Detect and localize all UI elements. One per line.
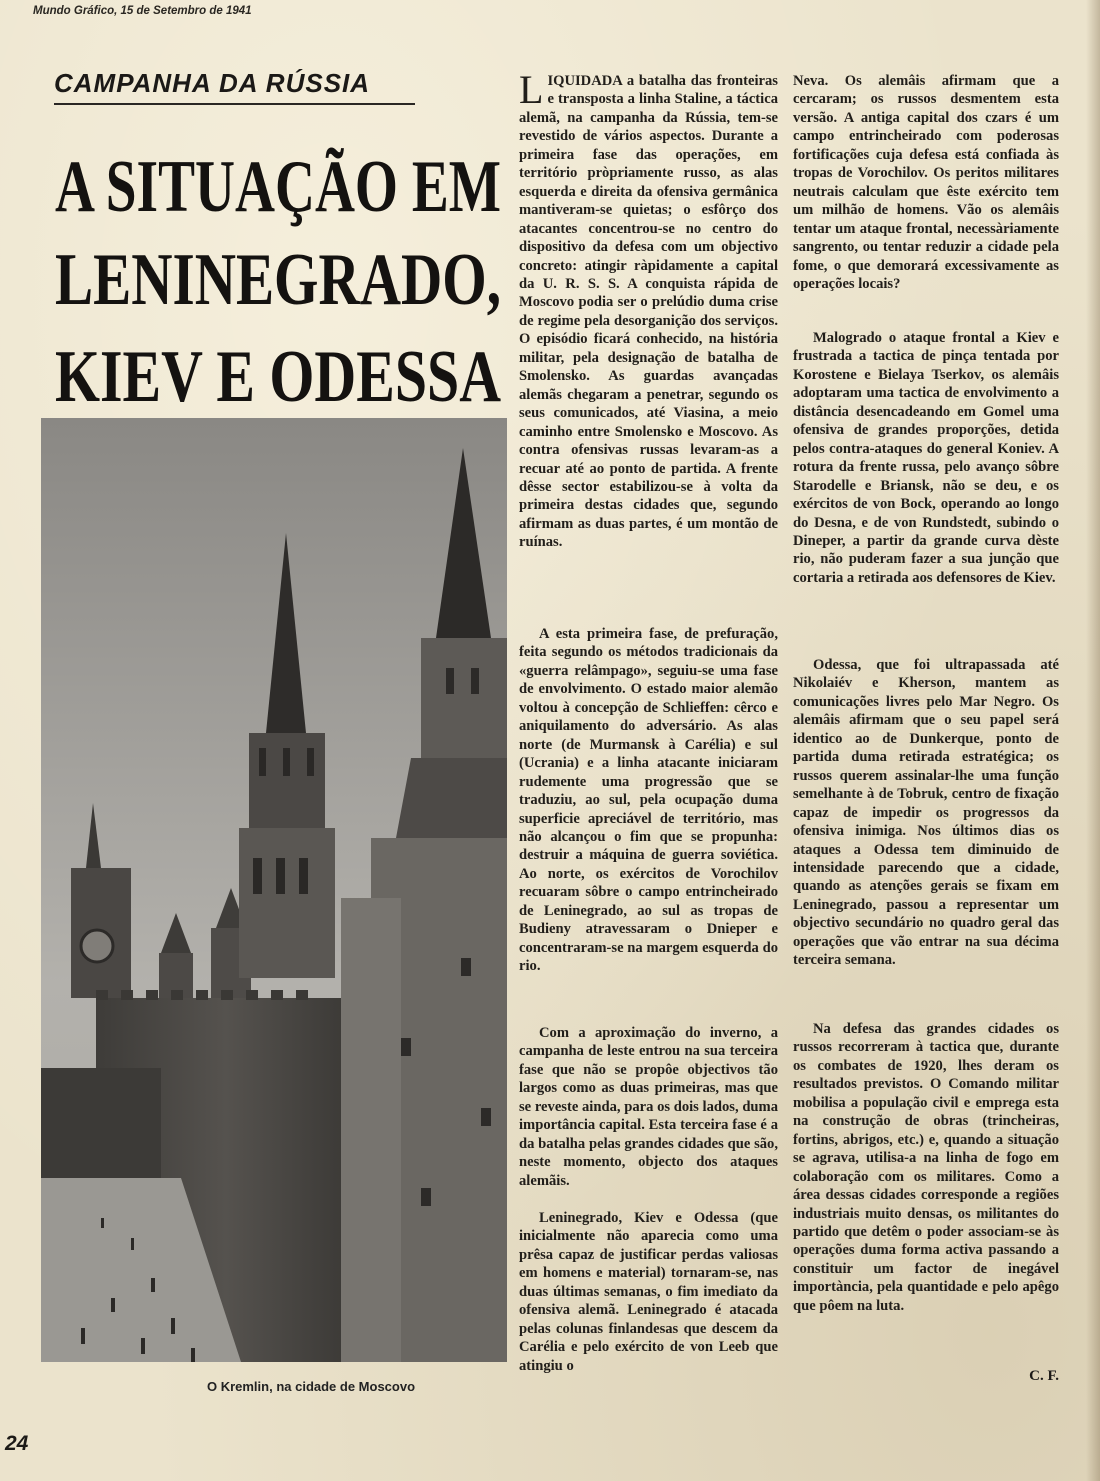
article-paragraph: Com a aproximação do inverno, a campanha de leste entrou na sua terceira fase que não se propôe objectivos tão largos como as duas primeiras, mas que se reveste ainda, para os dois lados, duma importância capital. Esta terceira fase é a da batalha pelas grandes cidades que são, neste momento, objecto dos ataques alemãis.	[519, 1025, 778, 1189]
headline-line-3	[55, 336, 501, 418]
headline-line-2	[55, 239, 501, 321]
article-paragraph: Malogrado o ataque frontal a Kiev e frustrada a tactica de pinça tentada por Korostene e Bielaya Tserkov, os alemâis adoptaram uma tactica de envolvimento a distância desencadeando em Gomel uma ofensiva de grandes proporções, detida pelos contra-ataques do general Koniev. A rotura da frente russa, pelo avanço sôbre Starodelle e Briansk, não se deu, e os exércitos de von Bock, operando ao longo do Desna, e de von Rundstedt, subindo o Dineper, a partir da grande curva dèste rio, não puderam fazer a sua junção que cortaria a retirada aos defensores de Kiev.	[793, 330, 1059, 586]
drop-cap: L	[519, 67, 544, 112]
author-signature: C. F.	[1029, 1368, 1059, 1384]
photo-caption: O Kremlin, na cidade de Moscovo	[206, 1379, 416, 1394]
kicker-rule	[54, 103, 415, 105]
article-paragraph: Na defesa das grandes cidades os russos recorreram à tactica que, durante os combates de 1920, lhes deram os resultados previstos. O Comando militar mobilisa a população civil e emprega esta na construção de obras (trincheiras, fortins, abrigos, etc.) e, quando a situação se agrava, utilisa-a na linha de fogo em colaboração com os militares. Como a área dessas cidades corresponde a regiões industriais muito densas, os militantes do partido que detêm o poder associam-se às operações duma forma activa passando a constituir um factor de inegável importància, pela quantidade e pelo apêgo que pôem na luta.	[793, 1021, 1059, 1314]
section-kicker: CAMPANHA DA RÚSSIA	[54, 68, 371, 98]
page-fold-shadow	[1086, 0, 1100, 1481]
running-head: Mundo Gráfico, 15 de Setembro de 1941	[33, 5, 252, 17]
headline-text: A SITUAÇÃO EM	[55, 146, 501, 228]
headline-text: LENINEGRADO,	[55, 239, 501, 321]
article-paragraph: Odessa, que foi ultrapassada até Nikolaiév e Kherson, mantem as comunicações livres pelo Mar Negro. Os alemâis afirmam que o seu papel será identico ao de Dunkerque, ponto de partida duma retirada estratégica; os russos querem assinalar-lhe uma função semelhante à de Tobruk, centro de fixação capaz de impedir os progressos da ofensiva inimiga. Nos últimos dias os ataques a Odessa tem diminuido de intensidade parecendo que a cidade, quando as atenções gerais se fixam em Leninegrado, passou a representar um objectivo secundário no quadro geral das operações que vão entrar na sua décima terceira semana.	[793, 657, 1059, 969]
article-paragraph: Leninegrado, Kiev e Odessa (que inicialmente não aparecia como uma prêsa capaz de justificar perdas valiosas em homens e material) tornaram-se, nas duas últimas semanas, o fim imediato da ofensiva alemã. Leninegrado é atacada pelas colunas finlandesas que descem da Carélia e pelo exército de von Leeb que atingiu o	[519, 1210, 778, 1374]
kremlin-photo	[41, 418, 507, 1362]
article-paragraph: A esta primeira fase, de prefuração, feita segundo os métodos tradicionais da «guerra relâmpago», seguiu-se uma fase de envolvimento. O estado maior alemão voltou à concepção de Schlieffen: cêrco e aniquilamento do adversário. As alas norte (de Murmansk à Carélia) e sul (Ucrania) e a linha atacante iniciaram rudemente uma progressão que se traduziu, ao sul, pela ocupação duma superficie apreciável de território, mas não alcançou o fim que se propunha: destruir a máquina de guerra soviética. Ao norte, os exércitos de Vorochilov recuaram sôbre o campo entrincheirado de Leninegrado, ao sul as tropas de Budieny atravessaram o Dnieper e concentraram-se na margem esquerda do rio.	[519, 626, 778, 975]
article-paragraph	[519, 67, 778, 552]
page-number: 24	[5, 1432, 29, 1455]
paragraph-text: IQUIDADA a batalha das fronteiras e transposta a linha Staline, a táctica alemã, na campanha da Rússia, tem-se revestido de vários aspectos. Durante a primeira fase das operações, em território pròpriamente russo, as alas esquerda e direita da ofensiva germânica mantiveram-se quietas; o esfôrço dos atacantes concentrou-se no centro do dispositivo da defesa com um objectivo concreto: atingir ràpidamente a capital da U. R. S. S. A conquista rápida de Moscovo podia ser o prelúdio duma crise de regime pela desorganição dos serviços. O episódio ficará conhecido, na história militar, pela designação de batalha de Smolensko. As guardas avançadas alemãs chegaram a penetrar, segundo os seus comunicados, até Viasina, a meio caminho entre Smolensko e Moscovo. As contra ofensivas russas levaram-as a recuar até ao ponto de partida. A frente dêsse sector estabilizou-se à volta da primeira destas cidades que, segundo afirmam as duas partes, é um montão de ruínas.	[519, 73, 778, 551]
article-paragraph: Neva. Os alemâis afirmam que a cercaram; os russos desmentem esta versão. A antiga capital dos czars é um campo entrincheirado com poderosas fortificações cuja defesa está confiada às tropas de Vorochilov. Os peritos militares neutrais calculam que êste exército tem um milhão de homens. Vão os alemâis tentar um ataque frontal, necessàriamente sangrento, ou tentar reduzir a cidade pela fome, o que demorará excessivamente as operações locais?	[793, 73, 1059, 292]
headline-text: KIEV E ODESSA	[55, 336, 501, 418]
headline-line-1	[55, 146, 501, 228]
